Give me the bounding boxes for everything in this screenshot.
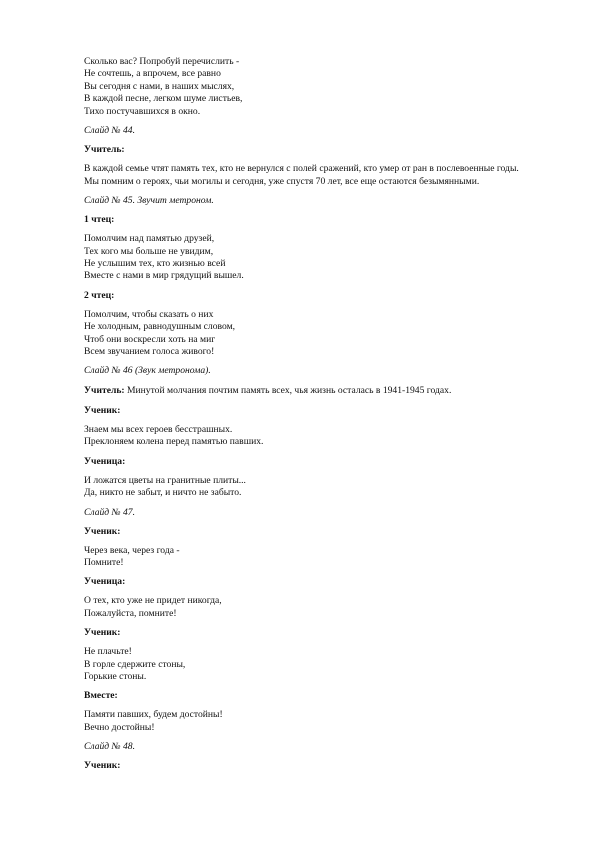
verse-line: Помолчим над памятью друзей, <box>84 233 215 245</box>
verse-line: В горле сдержите стоны, <box>84 658 186 670</box>
verse-line: Помните! <box>84 556 124 568</box>
reader-2-verse <box>84 309 524 359</box>
student-3-verse <box>84 646 524 683</box>
teacher-text: Минутой молчания почтим память всех, чья жизнь осталась в 1941-1945 годах. <box>124 385 452 397</box>
stanza-line: Не сочтешь, а впрочем, все равно <box>84 68 221 80</box>
document-content <box>84 56 524 772</box>
speaker-teacher: Учитель: <box>84 385 125 397</box>
verse-line: Не плачьте! <box>84 646 132 658</box>
speaker-student: Ученик: <box>84 525 121 537</box>
speaker-together: Вместе: <box>84 690 118 702</box>
verse-line: Не услышим тех, кто жизнью всей <box>84 258 226 270</box>
verse-line: Памяти павших, будем достойны! <box>84 709 223 721</box>
verse-line: Помолчим, чтобы сказать о них <box>84 308 214 320</box>
speaker-teacher: Учитель: <box>84 144 125 156</box>
teacher-line <box>84 385 524 397</box>
verse-line: Знаем мы всех героев бесстрашных. <box>84 423 233 435</box>
together-verse <box>84 709 524 734</box>
verse-line: Горькие стоны. <box>84 670 147 682</box>
verse-line: Чтоб они воскресли хоть на миг <box>84 333 216 345</box>
speaker-student-female: Ученица: <box>84 455 126 467</box>
speaker-student: Ученик: <box>84 627 121 639</box>
verse-line: Вечно достойны! <box>84 721 155 733</box>
slide-note-46: Слайд № 46 (Звук метронома). <box>84 365 211 377</box>
student-2-verse <box>84 545 524 570</box>
stanza-line: В каждой песне, легком шуме листьев, <box>84 93 243 105</box>
verse-line: Тех кого мы больше не увидим, <box>84 245 214 257</box>
verse-line: Да, никто не забыт, и ничто не забыто. <box>84 487 242 499</box>
stanza-line: Сколько вас? Попробуй перечислить - <box>84 56 240 67</box>
student-female-2-verse <box>84 595 524 620</box>
stanza-line: Вы сегодня с нами, в наших мыслях, <box>84 80 235 92</box>
speaker-reader-1: 1 чтец: <box>84 214 115 226</box>
speaker-reader-2: 2 чтец: <box>84 289 115 301</box>
stanza-line: Тихо постучавшихся в окно. <box>84 105 201 117</box>
reader-1-verse <box>84 233 524 283</box>
slide-note-44: Слайд № 44. <box>84 125 135 137</box>
student-1-verse <box>84 424 524 449</box>
speaker-student-female: Ученица: <box>84 576 126 588</box>
verse-line: Не холодным, равнодушным словом, <box>84 321 236 333</box>
verse-line: Через века, через года - <box>84 544 180 556</box>
speaker-student: Ученик: <box>84 760 121 772</box>
verse-line: Пожалуйста, помните! <box>84 607 177 619</box>
verse-line: Вместе с нами в мир грядущий вышел. <box>84 270 244 282</box>
slide-note-48: Слайд № 48. <box>84 741 135 753</box>
student-female-1-verse <box>84 475 524 500</box>
slide-note-47: Слайд № 47. <box>84 506 135 518</box>
verse-line: И ложатся цветы на гранитные плиты... <box>84 474 246 486</box>
teacher-paragraph: В каждой семье чтят память тех, кто не вернулся с полей сражений, кто умер от ран в послевоенные годы. Мы помним о героях, чьи могилы и сегодня, уже спустя 70 лет, все еще остаются безымянными. <box>84 163 519 187</box>
verse-line: О тех, кто уже не придет никогда, <box>84 595 222 607</box>
slide-note-45: Слайд № 45. Звучит метроном. <box>84 195 214 207</box>
verse-line: Преклоняем колена перед памятью павших. <box>84 436 264 448</box>
verse-line: Всем звучанием голоса живого! <box>84 346 215 358</box>
speaker-student: Ученик: <box>84 404 121 416</box>
stanza-1 <box>84 56 524 118</box>
